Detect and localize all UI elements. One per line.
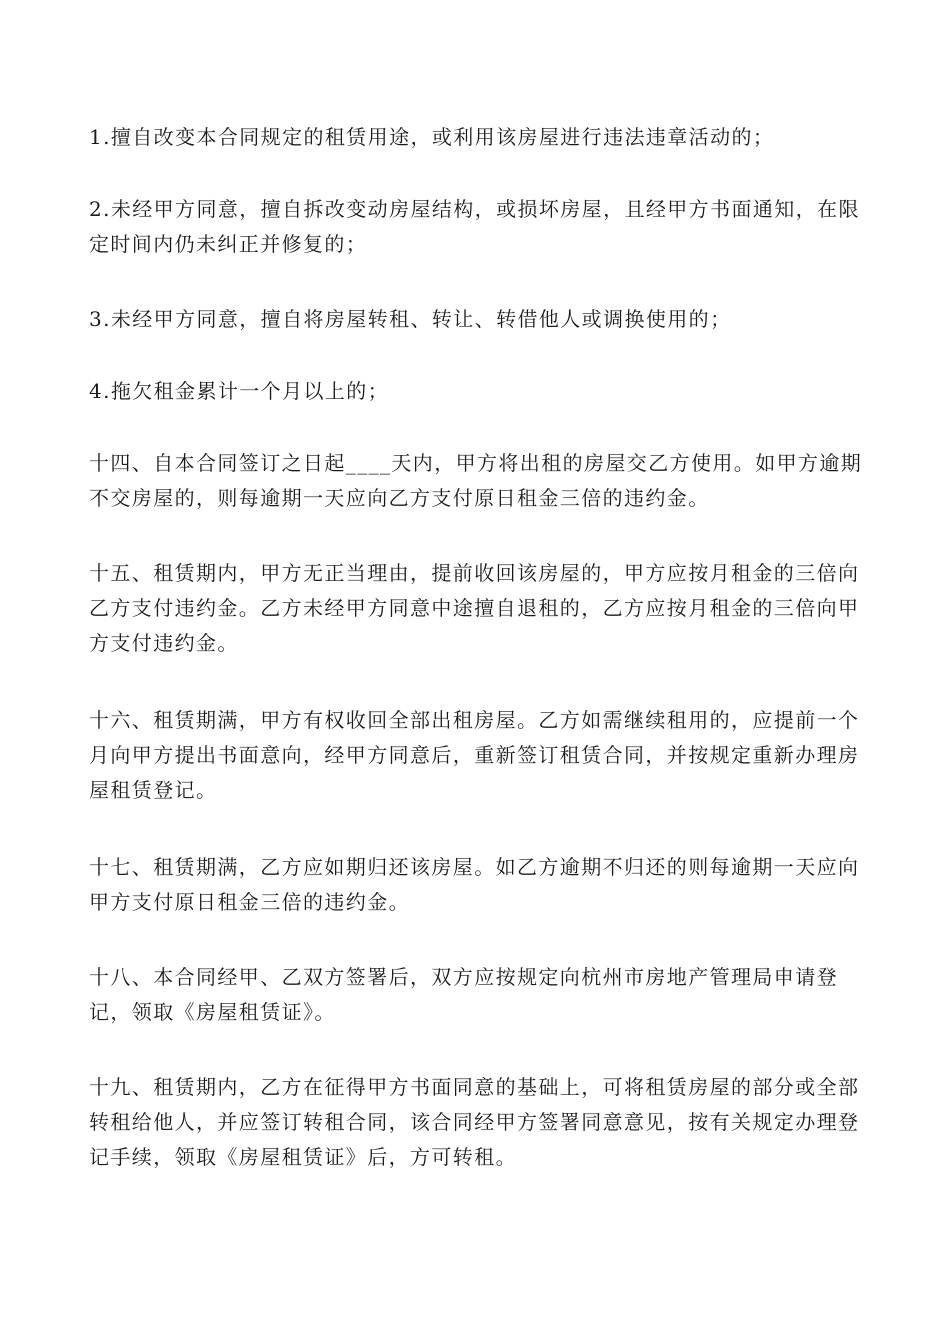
clause-paragraph-2: 2.未经甲方同意，擅自拆改变动房屋结构，或损坏房屋，且经甲方书面通知，在限定时间内仍未纠正并修复的； <box>89 197 860 256</box>
clause-paragraph-1: 1.擅自改变本合同规定的租赁用途，或利用该房屋进行违法违章活动的； <box>89 125 775 149</box>
clause-paragraph-16: 十六、租赁期满，甲方有权收回全部出租房屋。乙方如需继续租用的，应提前一个月向甲方提出书面意向，经甲方同意后，重新签订租赁合同，并按规定重新办理房屋租赁登记。 <box>89 708 860 802</box>
clause-paragraph-18: 十八、本合同经甲、乙双方签署后，双方应按规定向杭州市房地产管理局申请登记，领取《房屋租赁证》。 <box>89 965 838 1024</box>
clause-paragraph-15: 十五、租赁期内，甲方无正当理由，提前收回该房屋的，甲方应按月租金的三倍向乙方支付违约金。乙方未经甲方同意中途擅自退租的，乙方应按月租金的三倍向甲方支付违约金。 <box>89 561 860 655</box>
clause-paragraph-17: 十七、租赁期满，乙方应如期归还该房屋。如乙方逾期不归还的则每逾期一天应向甲方支付原日租金三倍的违约金。 <box>89 855 860 914</box>
clause-paragraph-3: 3.未经甲方同意，擅自将房屋转租、转让、转借他人或调换使用的； <box>89 307 732 331</box>
clause-paragraph-4: 4.拖欠租金累计一个月以上的； <box>89 379 390 403</box>
clause-paragraph-14: 十四、自本合同签订之日起____天内，甲方将出租的房屋交乙方使用。如甲方逾期不交房屋的，则每逾期一天应向乙方支付原日租金三倍的违约金。 <box>89 451 863 510</box>
clause-paragraph-19: 十九、租赁期内，乙方在征得甲方书面同意的基础上，可将租赁房屋的部分或全部转租给他人，并应签订转租合同，该合同经甲方签署同意意见，按有关规定办理登记手续，领取《房屋租赁证》后，方可转租。 <box>89 1075 860 1169</box>
